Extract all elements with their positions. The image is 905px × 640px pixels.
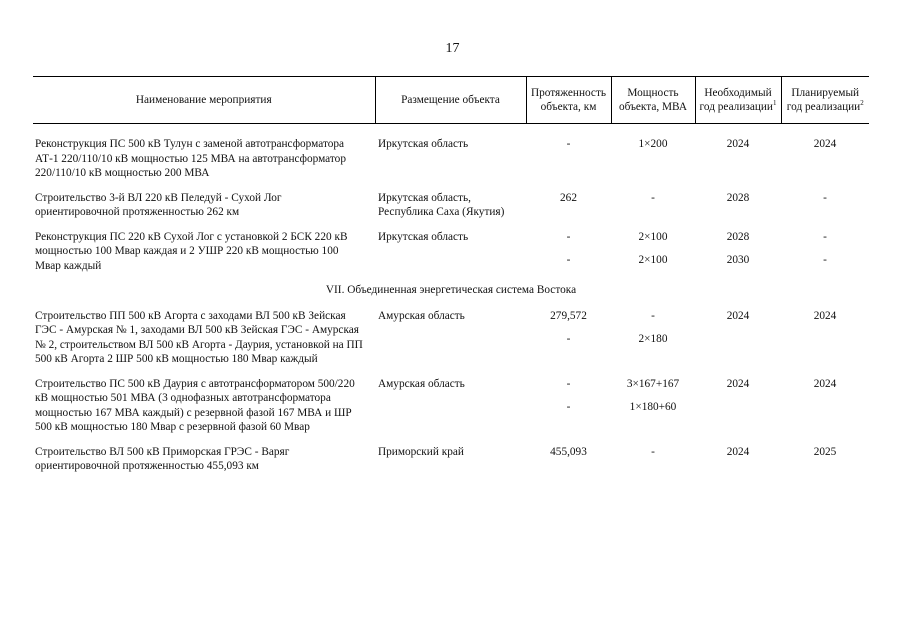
measure-name: Реконструкция ПС 220 кВ Сухой Лог с установкой 2 БСК 220 кВ мощностью 100 Мвар каждая и 2 УШР 220 кВ мощностью 100 Мвар каждый bbox=[35, 230, 348, 272]
object-capacity bbox=[611, 309, 695, 367]
cell-value: 2024 bbox=[726, 309, 750, 322]
required-year bbox=[695, 137, 781, 181]
cell-value: 2030 bbox=[726, 254, 750, 266]
cell-value: - bbox=[823, 230, 827, 243]
table-row bbox=[33, 191, 869, 220]
measure-name: Строительство ВЛ 500 кВ Приморская ГРЭС - Варяг ориентировочной протяженностью 455,093 км bbox=[35, 445, 290, 472]
planned-year bbox=[781, 445, 869, 474]
table-header-row bbox=[33, 77, 869, 124]
object-location: Амурская область bbox=[378, 377, 465, 390]
header-location: Размещение объекта bbox=[375, 77, 526, 124]
cell-value: 2028 bbox=[726, 191, 750, 204]
table-row bbox=[33, 230, 869, 274]
required-year bbox=[695, 377, 781, 435]
measure-name: Реконструкция ПС 500 кВ Тулун с заменой автотрансформатора АТ-1 220/110/10 кВ мощностью 125 МВА на автотрансформатор 220/110/10 кВ мощностью 200 МВА bbox=[35, 138, 346, 179]
cell-value: 262 bbox=[560, 191, 577, 204]
planned-year bbox=[781, 137, 869, 181]
measure-name: Строительство 3-й ВЛ 220 кВ Пеледуй - Сухой Лог ориентировочной протяженностью 262 км bbox=[35, 191, 282, 218]
cell-value: 2024 bbox=[726, 377, 750, 390]
object-length bbox=[526, 445, 611, 474]
cell-value: 2025 bbox=[813, 445, 837, 458]
cell-value: 2024 bbox=[726, 445, 750, 458]
object-length bbox=[526, 309, 611, 367]
cell-value: 1×180+60 bbox=[629, 401, 677, 413]
cell-value: - bbox=[651, 191, 655, 204]
header-length: Протяженность объекта, км bbox=[526, 77, 611, 124]
planned-year bbox=[781, 230, 869, 274]
cell-value: - bbox=[566, 254, 571, 266]
measures-table bbox=[33, 76, 869, 484]
table-row bbox=[33, 309, 869, 367]
cell-value: - bbox=[566, 377, 571, 390]
object-length bbox=[526, 377, 611, 435]
section-row bbox=[33, 283, 869, 309]
required-year bbox=[695, 230, 781, 274]
required-year bbox=[695, 445, 781, 474]
table-row bbox=[33, 377, 869, 435]
cell-value: 2024 bbox=[726, 138, 750, 150]
measure-name: Строительство ПС 500 кВ Даурия с автотрансформатором 500/220 кВ мощностью 501 МВА (3 однофазных автотрансформатора мощностью 167 МВА каждый) с резервной фазой 167 МВА и ШР 500 кВ мощностью 180 Мвар с резервной фазой 60 Мвар bbox=[35, 377, 355, 433]
planned-year bbox=[781, 309, 869, 367]
cell-value: 1×200 bbox=[638, 138, 668, 150]
cell-value: 279,572 bbox=[550, 309, 587, 322]
header-required-year: Необходимый год реализации$^1$ bbox=[695, 77, 781, 124]
object-length bbox=[526, 137, 611, 181]
cell-value: 2028 bbox=[726, 230, 750, 243]
cell-value: - bbox=[651, 445, 655, 458]
object-capacity bbox=[611, 230, 695, 274]
object-location: Иркутская область, Республика Саха (Якутия) bbox=[378, 191, 505, 218]
object-location: Приморский край bbox=[378, 445, 464, 458]
header-capacity: Мощность объекта, МВА bbox=[611, 77, 695, 124]
cell-value: - bbox=[651, 309, 655, 322]
header-name: Наименование мероприятия bbox=[33, 77, 375, 124]
object-capacity bbox=[611, 191, 695, 220]
cell-value: 455,093 bbox=[550, 445, 587, 458]
required-year bbox=[695, 191, 781, 220]
object-length bbox=[526, 230, 611, 274]
object-length bbox=[526, 191, 611, 220]
object-capacity bbox=[611, 445, 695, 474]
table-row bbox=[33, 445, 869, 474]
cell-value: - bbox=[566, 138, 571, 150]
cell-value: 2×100 bbox=[638, 230, 668, 243]
cell-value: - bbox=[566, 401, 571, 413]
cell-value: - bbox=[566, 230, 571, 243]
measure-name: Строительство ПП 500 кВ Агорта с заходами ВЛ 500 кВ Зейская ГЭС - Амурская № 1, заходами ВЛ 500 кВ Зейская ГЭС - Амурская № 2, строительством ВЛ 500 кВ Агорта - Даурия, установкой на ПП 500 кВ Агорта 2 ШР 500 кВ мощностью 180 Мвар каждый bbox=[35, 309, 363, 365]
cell-value: 2024 bbox=[813, 377, 837, 390]
cell-value: 2×180 bbox=[638, 333, 668, 345]
footnote-1: 1 bbox=[772, 99, 777, 108]
cell-value: 2024 bbox=[813, 138, 837, 150]
cell-value: - bbox=[823, 254, 827, 266]
footnote-2: 2 bbox=[860, 99, 864, 108]
header-planned-year: Планируемый год реализации$^2$ bbox=[781, 77, 869, 124]
object-location: Амурская область bbox=[378, 309, 465, 322]
object-capacity bbox=[611, 137, 695, 181]
planned-year bbox=[781, 377, 869, 435]
object-location: Иркутская область bbox=[378, 230, 469, 243]
cell-value: 3×167+167 bbox=[626, 377, 680, 390]
object-capacity bbox=[611, 377, 695, 435]
section-title: VII. Объединенная энергетическая система Востока bbox=[325, 284, 577, 296]
table-row bbox=[33, 137, 869, 181]
cell-value: 2024 bbox=[813, 309, 837, 322]
cell-value: 2×100 bbox=[638, 254, 668, 266]
planned-year bbox=[781, 191, 869, 220]
cell-value: - bbox=[566, 333, 571, 345]
object-location: Иркутская область bbox=[378, 138, 469, 150]
cell-value: - bbox=[823, 191, 827, 204]
page-number: 17 bbox=[445, 41, 460, 56]
required-year bbox=[695, 309, 781, 367]
